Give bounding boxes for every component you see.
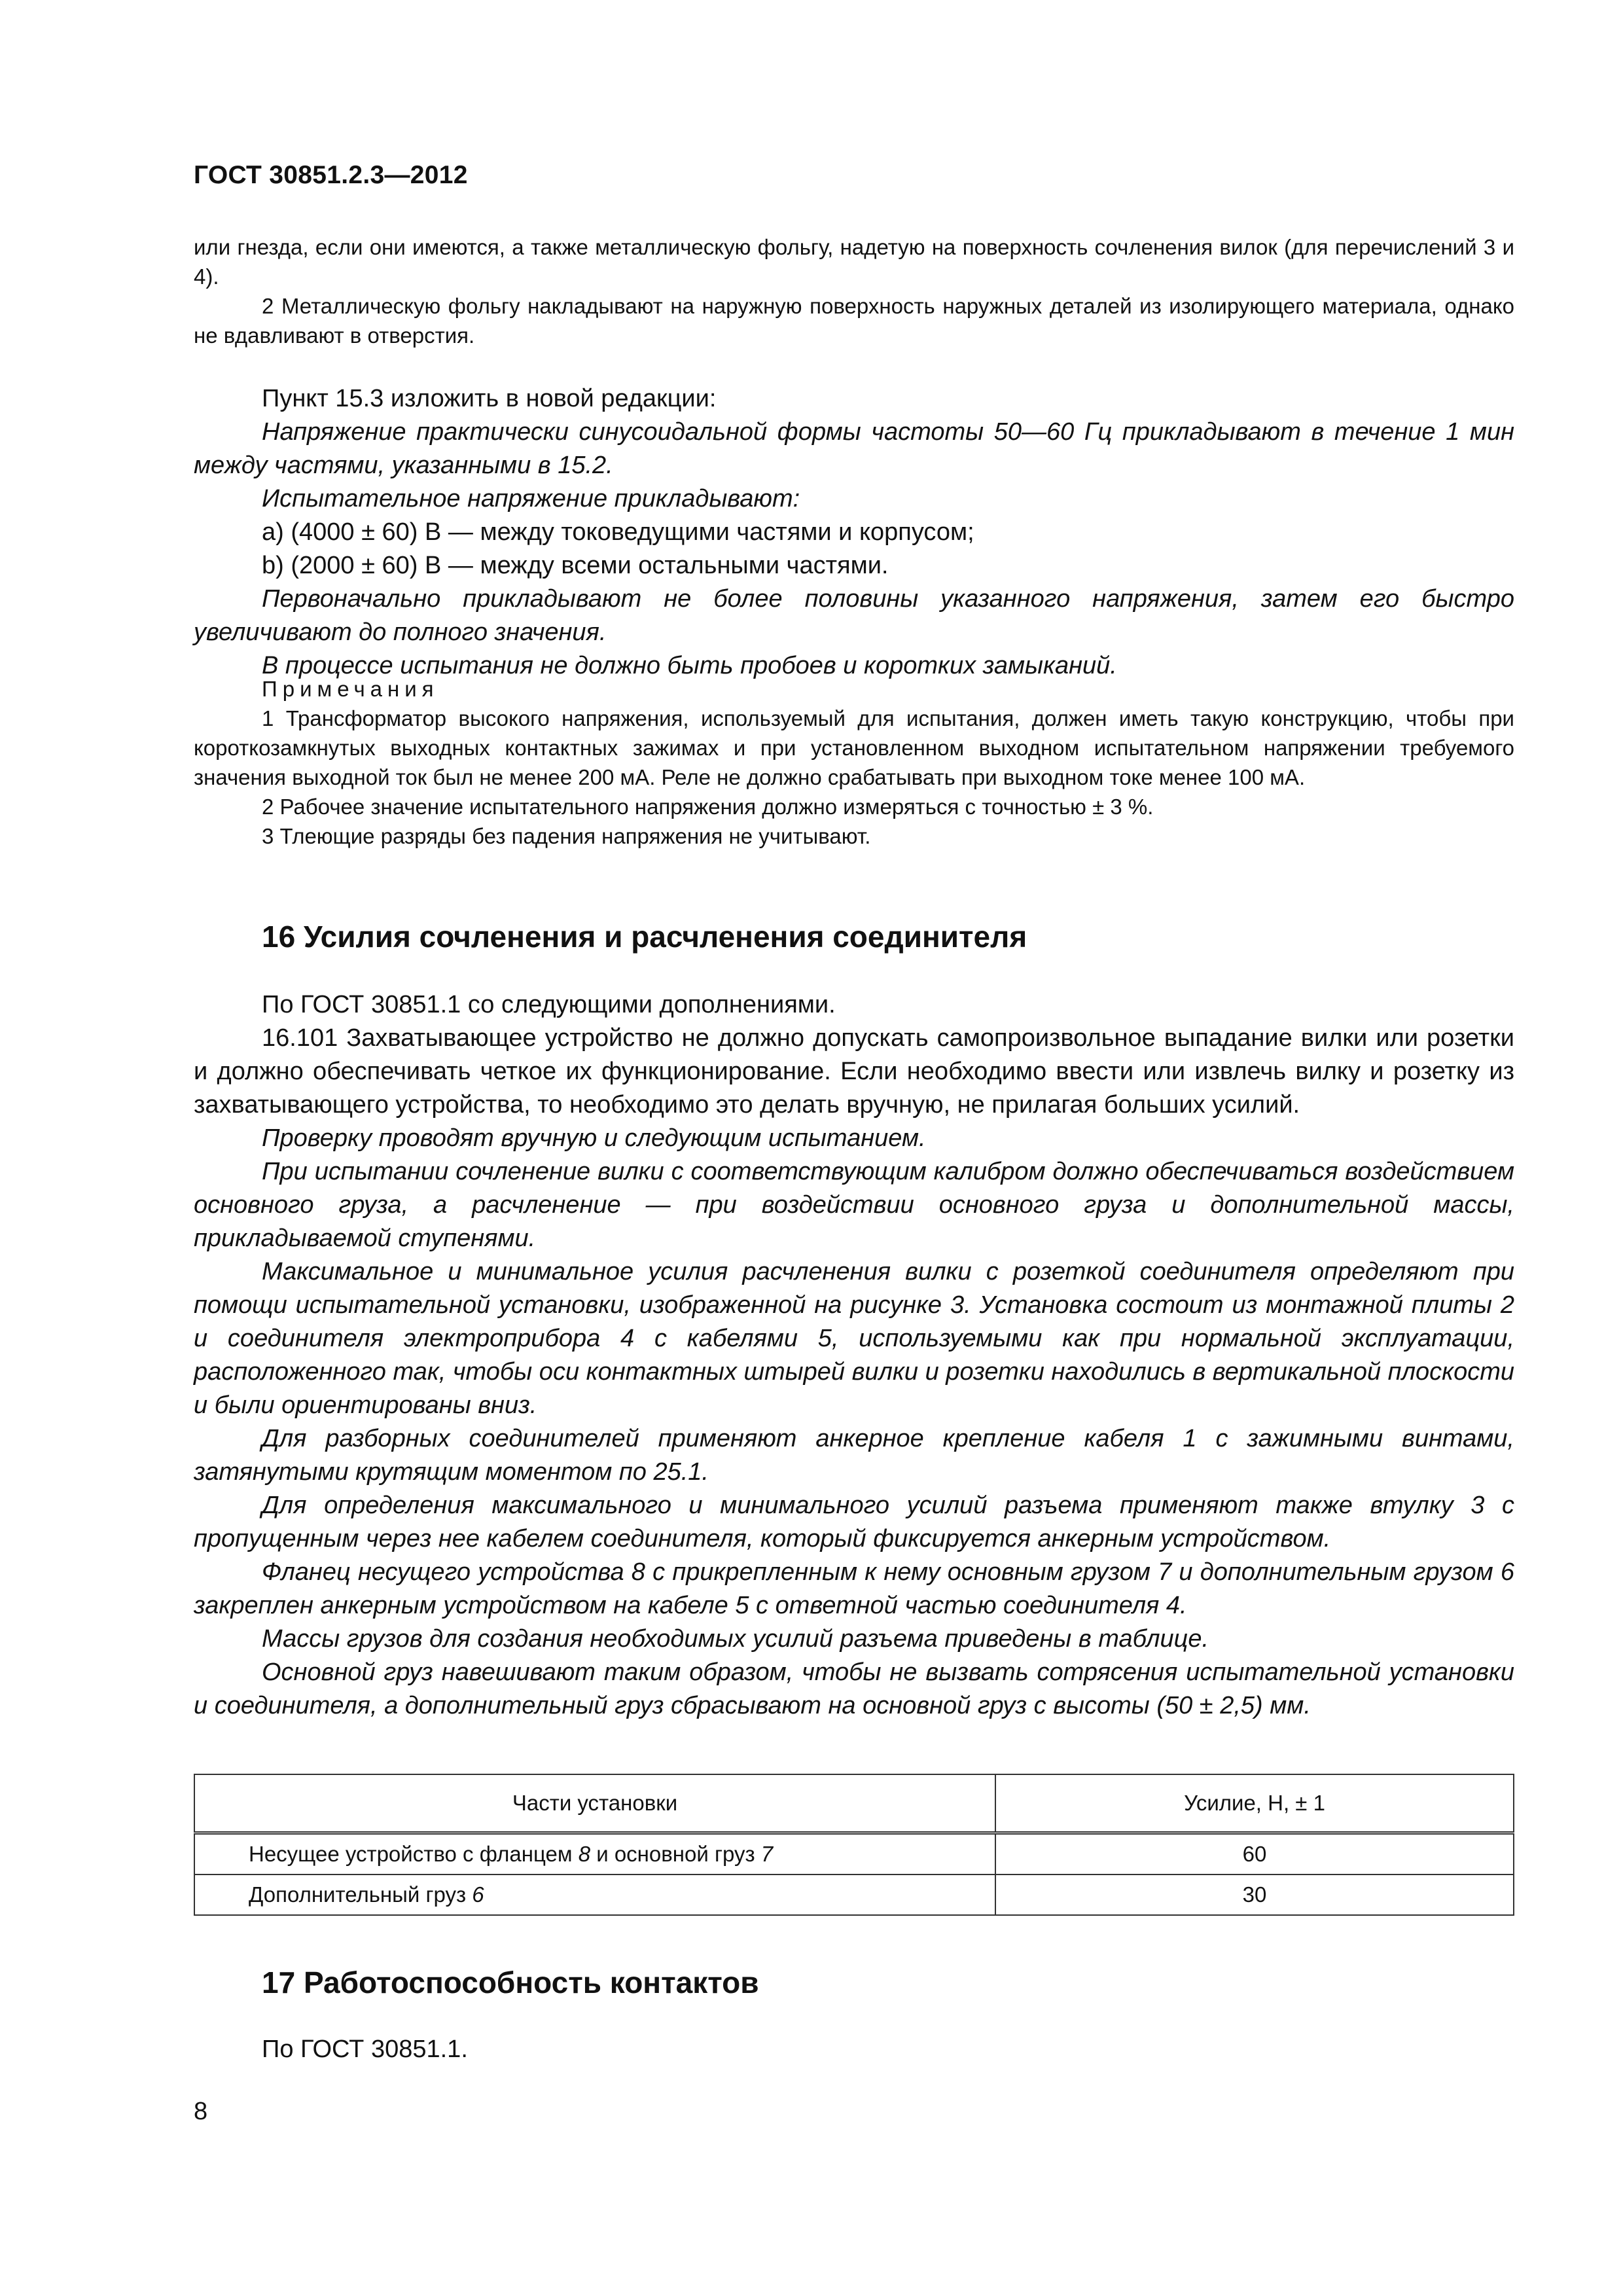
notes-title: Примечания [262,677,439,701]
part-number: 6 [472,1882,484,1907]
table-header-force: Усилие, Н, ± 1 [995,1774,1514,1833]
forces-table [194,1774,1514,1916]
list-item-b: b) (2000 ± 60) В — между всеми остальными частями. [262,552,889,579]
note-1: 1 Трансформатор высокого напряжения, используемый для испытания, должен иметь такую конструкцию, чтобы при короткозамкнутых выходных контактных зажимах и при установленном выходном испытательном напряжении требуемого значения выходной ток был не менее 200 мА. Реле не должно срабатывать при выходном токе менее 100 мА. [194,706,1514,789]
table-cell-force: 30 [995,1874,1514,1915]
table-row [194,1874,1514,1915]
clause-paragraph-2: Испытательное напряжение прикладывают: [262,485,800,512]
table-row [194,1833,1514,1875]
note-2: 2 Рабочее значение испытательного напряжения должно измеряться с точностью ± 3 %. [262,795,1154,819]
table-header-parts: Части установки [194,1774,995,1833]
note-3: 3 Тлеющие разряды без падения напряжения не учитывают. [262,824,871,848]
section-16-body [194,988,1514,1723]
test-paragraph-4: Для разборных соединителей применяют анкерное крепление кабеля 1 с зажимными винтами, затянутыми крутящим моментом по 25.1. [194,1425,1514,1486]
section-17-heading: 17 Работоспособность контактов [262,1965,759,2000]
note-continuation [194,232,1514,350]
part-number: 8 [578,1842,591,1866]
test-paragraph-2: При испытании сочленение вилки с соответствующим калибром должно обеспечиваться воздействием основного груза, а расчленение — при воздействии основного груза и дополнительной массы, прикладываемой ступенями. [194,1158,1514,1252]
clause-15-3 [194,382,1514,683]
document-code: ГОСТ 30851.2.3—2012 [194,161,468,189]
test-paragraph-5: Для определения максимального и минимального усилий разъема применяют также втулку 3 с пропущенным через нее кабелем соединителя, который фиксируется анкерным устройством. [194,1492,1514,1552]
part-text: Дополнительный груз [249,1882,473,1907]
section-16-heading: 16 Усилия сочленения и расчленения соединителя [262,920,1027,954]
test-paragraph-1: Проверку проводят вручную и следующим испытанием. [262,1124,926,1152]
table-cell-part [194,1833,995,1875]
clause-16-101: 16.101 Захватывающее устройство не должно допускать самопроизвольное выпадание вилки или розетки и должно обеспечивать четкое их функционирование. Если необходимо ввести или извлечь вилку и розетку из захватывающего устройства, то необходимо это делать вручную, не прилагая больших усилий. [194,1024,1514,1119]
clause-paragraph-3: Первоначально прикладывают не более половины указанного напряжения, затем его быстро увеличивают до полного значения. [194,585,1514,646]
notes-block [194,674,1514,851]
part-number: 7 [760,1842,774,1866]
test-paragraph-7: Массы грузов для создания необходимых усилий разъема приведены в таблице. [262,1625,1209,1653]
clause-paragraph-4: В процессе испытания не должно быть пробоев и коротких замыканий. [262,652,1117,679]
test-paragraph-3: Максимальное и минимальное усилия расчленения вилки с розеткой соединителя определяют при помощи испытательной установки, изображенной на рисунке 3. Установка состоит из монтажной плиты 2 и соединителя электроприбора 4 с кабелями 5, используемыми как при нормальной эксплуатации, расположенного так, чтобы оси контактных штырей вилки и розетки находились в вертикальной плоскости и были ориентированы вниз. [194,1258,1514,1419]
list-item-a: a) (4000 ± 60) В — между токоведущими частями и корпусом; [262,518,974,546]
section-17-body [194,2033,1514,2066]
table-cell-part [194,1874,995,1915]
table-header-row [194,1774,1514,1833]
section-17-text: По ГОСТ 30851.1. [262,2036,468,2063]
note-item-2: 2 Металлическую фольгу накладывают на наружную поверхность наружных деталей из изолирующего материала, однако не вдавливают в отверстия. [194,294,1514,348]
page-number: 8 [194,2098,208,2125]
part-text: и основной груз [590,1842,761,1866]
table-cell-force: 60 [995,1833,1514,1875]
clause-paragraph-1: Напряжение практически синусоидальной формы частоты 50—60 Гц прикладывают в течение 1 мин между частями, указанными в 15.2. [194,418,1514,479]
note-line-1: или гнезда, если они имеются, а также металлическую фольгу, надетую на поверхность сочленения вилок (для перечислений 3 и 4). [194,235,1514,289]
test-paragraph-6: Фланец несущего устройства 8 с прикрепленным к нему основным грузом 7 и дополнительным грузом 6 закреплен анкерным устройством на кабеле 5 с ответной частью соединителя 4. [194,1558,1514,1619]
test-paragraph-8: Основной груз навешивают таким образом, чтобы не вызвать сотрясения испытательной установки и соединителя, а дополнительный груз сбрасывают на основной груз с высоты (50 ± 2,5) мм. [194,1659,1514,1719]
section-16-intro: По ГОСТ 30851.1 со следующими дополнениями. [262,991,836,1018]
clause-intro: Пункт 15.3 изложить в новой редакции: [262,385,717,412]
document-page [194,0,1514,2296]
part-text: Несущее устройство с фланцем [249,1842,579,1866]
